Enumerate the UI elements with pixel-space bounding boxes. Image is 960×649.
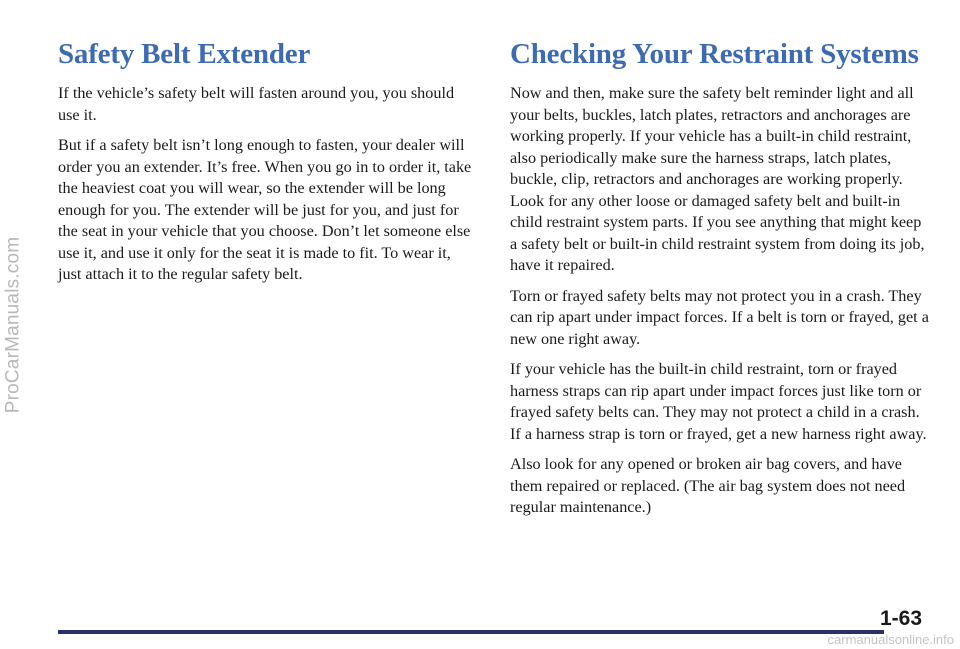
side-watermark-text: ProCarManuals.com xyxy=(2,236,24,413)
footer-rule xyxy=(58,630,884,634)
side-watermark xyxy=(0,0,26,649)
bottom-watermark: carmanualsonline.info xyxy=(827,632,954,647)
section-heading-extender: Safety Belt Extender xyxy=(58,38,311,70)
paragraph: Torn or frayed safety belts may not protect you in a crash. They can rip apart under impact forces. If a belt is torn or frayed, get a new one right away. xyxy=(510,286,929,348)
paragraph: But if a safety belt isn’t long enough to fasten, your dealer will order you an extender. It’s free. When you go in to order it, take the heaviest coat you will wear, so the extender will be long enough for you. The extender will be just for you, and just for the seat in your vehicle that you choose. Don’t let someone else use it, and use it only for the seat it is made to fit. To wear it, just attach it to the regular safety belt. xyxy=(58,136,472,284)
paragraph: If the vehicle’s safety belt will fasten around you, you should use it. xyxy=(58,84,455,124)
paragraph: Also look for any opened or broken air bag covers, and have them repaired or replaced. (The air bag system does not need regular maintenance.) xyxy=(510,455,906,517)
section-heading-restraint: Checking Your Restraint Systems xyxy=(510,38,919,70)
safety-belt-extender-section xyxy=(58,38,478,295)
paragraph: If your vehicle has the built-in child restraint, torn or frayed harness straps can rip apart under impact forces just like torn or frayed safety belts can. They may not protect a child in a crash. If a harness strap is torn or frayed, get a new harness right away. xyxy=(510,360,927,443)
paragraph: Now and then, make sure the safety belt reminder light and all your belts, buckles, latch plates, retractors and anchorages are working properly. If your vehicle has a built-in child restraint, also periodically make sure the harness straps, latch plates, buckle, clip, retractors and anchorages are working properly. Look for any other loose or damaged safety belt and built-in child restraint system parts. If you see anything that might keep a safety belt or built-in child restraint system from doing its job, have it repaired. xyxy=(510,84,925,275)
page-number: 1-63 xyxy=(879,607,922,630)
checking-restraint-systems-section xyxy=(510,38,930,528)
